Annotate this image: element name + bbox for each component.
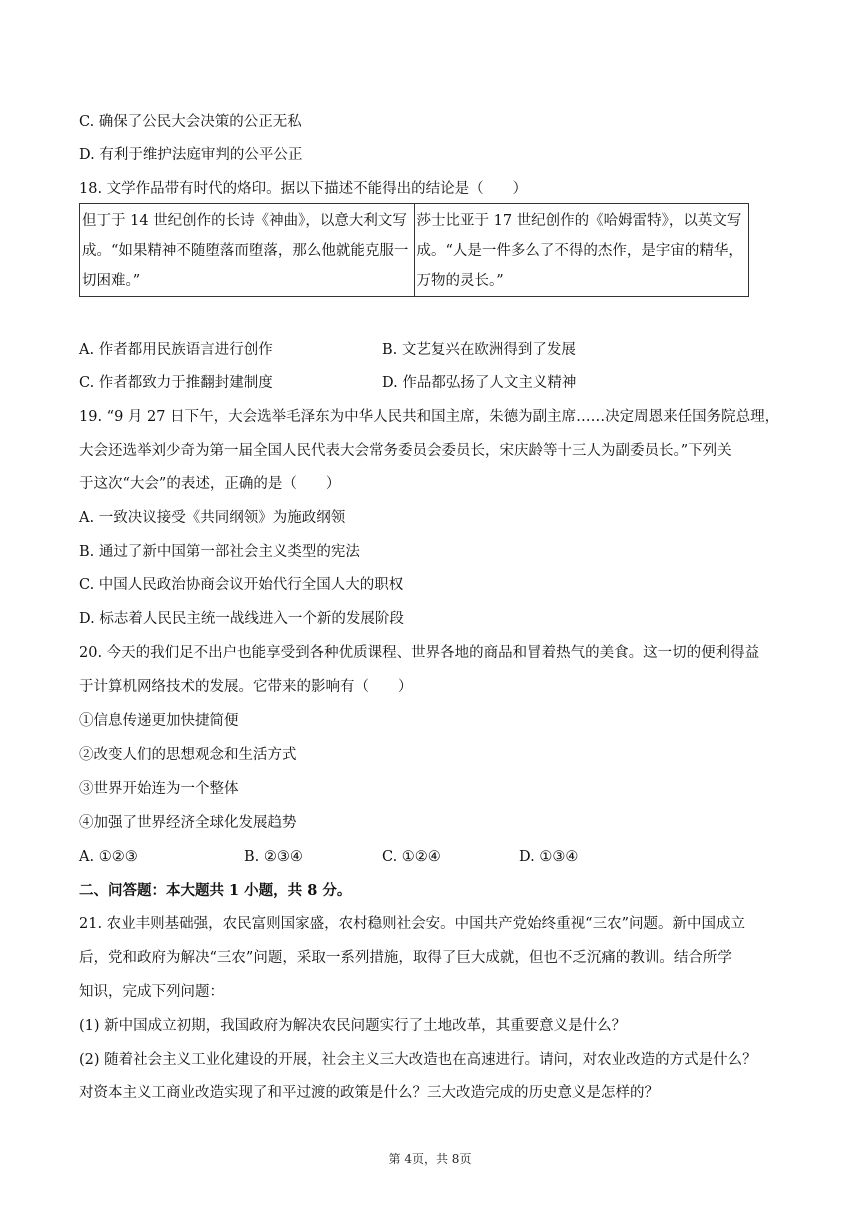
q20-item-2: ②改变人们的思想观念和生活方式: [79, 747, 297, 763]
q18-option-b: B. 文艺复兴在欧洲得到了发展: [382, 342, 576, 358]
q20-item-1: ①信息传递更加快捷简便: [79, 713, 239, 729]
q19-option-d: D. 标志着人民民主统一战线进入一个新的发展阶段: [79, 611, 404, 627]
q19-stem-line2: 大会还选举刘少奇为第一届全国人民代表大会常务委员会委员长，宋庆龄等十三人为副委员长。”下列关: [79, 443, 732, 459]
q18-option-c: C. 作者都致力于推翻封建制度: [79, 375, 273, 391]
page-number: 第 4页，共 8页: [388, 1152, 472, 1166]
q17-option-c: C. 确保了公民大会决策的公正无私: [79, 114, 302, 130]
q20-option-a: A. ①②③: [79, 849, 138, 865]
q18-stem: 18. 文学作品带有时代的烙印。据以下描述不能得出的结论是（ ）: [79, 181, 528, 197]
q21-subquestion-2-line2: 对资本主义工商业改造实现了和平过渡的政策是什么？三大改造完成的历史意义是怎样的？: [79, 1085, 659, 1101]
q19-stem-line3: 于这次“大会”的表述，正确的是（ ）: [79, 476, 341, 492]
q21-stem-line1: 21. 农业丰则基础强，农民富则国家盛，农村稳则社会安。中国共产党始终重视“三农”问题。新中国成立: [79, 916, 745, 932]
q21-stem-line3: 知识，完成下列问题：: [79, 984, 224, 1000]
q18-quote-table: [79, 203, 749, 297]
q17-option-d: D. 有利于维护法庭审判的公平公正: [79, 147, 303, 163]
q18-table-right-cell: 莎士比亚于 17 世纪创作的《哈姆雷特》，以英文写成。“人是一件多么了不得的杰作，是宇宙的精华，万物的灵长。”: [414, 204, 749, 297]
q21-subquestion-2-line1: (2) 随着社会主义工业化建设的开展，社会主义三大改造也在高速进行。请问，对农业改造的方式是什么？: [79, 1052, 757, 1068]
q19-option-b: B. 通过了新中国第一部社会主义类型的宪法: [79, 544, 360, 560]
q20-item-4: ④加强了世界经济全球化发展趋势: [79, 815, 297, 831]
q20-item-3: ③世界开始连为一个整体: [79, 781, 239, 797]
q21-subquestion-1: (1) 新中国成立初期，我国政府为解决农民问题实行了土地改革，其重要意义是什么？: [79, 1018, 627, 1034]
q21-stem-line2: 后，党和政府为解决“三农”问题，采取一系列措施，取得了巨大成就，但也不乏沉痛的教训。结合所学: [79, 950, 732, 966]
q20-stem-line1: 20. 今天的我们足不出户也能享受到各种优质课程、世界各地的商品和冒着热气的美食。这一切的便利得益: [79, 645, 760, 661]
q20-option-b: B. ②③④: [244, 849, 303, 865]
q20-option-c: C. ①②④: [382, 849, 441, 865]
q20-stem-line2: 于计算机网络技术的发展。它带来的影响有（ ）: [79, 679, 413, 695]
q19-stem-line1: 19. “9 月 27 日下午，大会选举毛泽东为中华人民共和国主席，朱德为副主席……决定周恩来任国务院总理，: [79, 409, 780, 425]
q19-option-a: A. 一致决议接受《共同纲领》为施政纲领: [79, 510, 346, 526]
q19-option-c: C. 中国人民政治协商会议开始代行全国人大的职权: [79, 577, 404, 593]
q20-option-d: D. ①③④: [519, 849, 579, 865]
q18-option-d: D. 作品都弘扬了人文主义精神: [382, 375, 577, 391]
q18-option-a: A. 作者都用民族语言进行创作: [79, 342, 273, 358]
section-heading: 二、问答题：本大题共 1 小题，共 8 分。: [79, 882, 352, 899]
q18-table-left-cell: 但丁于 14 世纪创作的长诗《神曲》，以意大利文写成。“如果精神不随堕落而堕落，那么他就能克服一切困难。”: [80, 204, 415, 297]
